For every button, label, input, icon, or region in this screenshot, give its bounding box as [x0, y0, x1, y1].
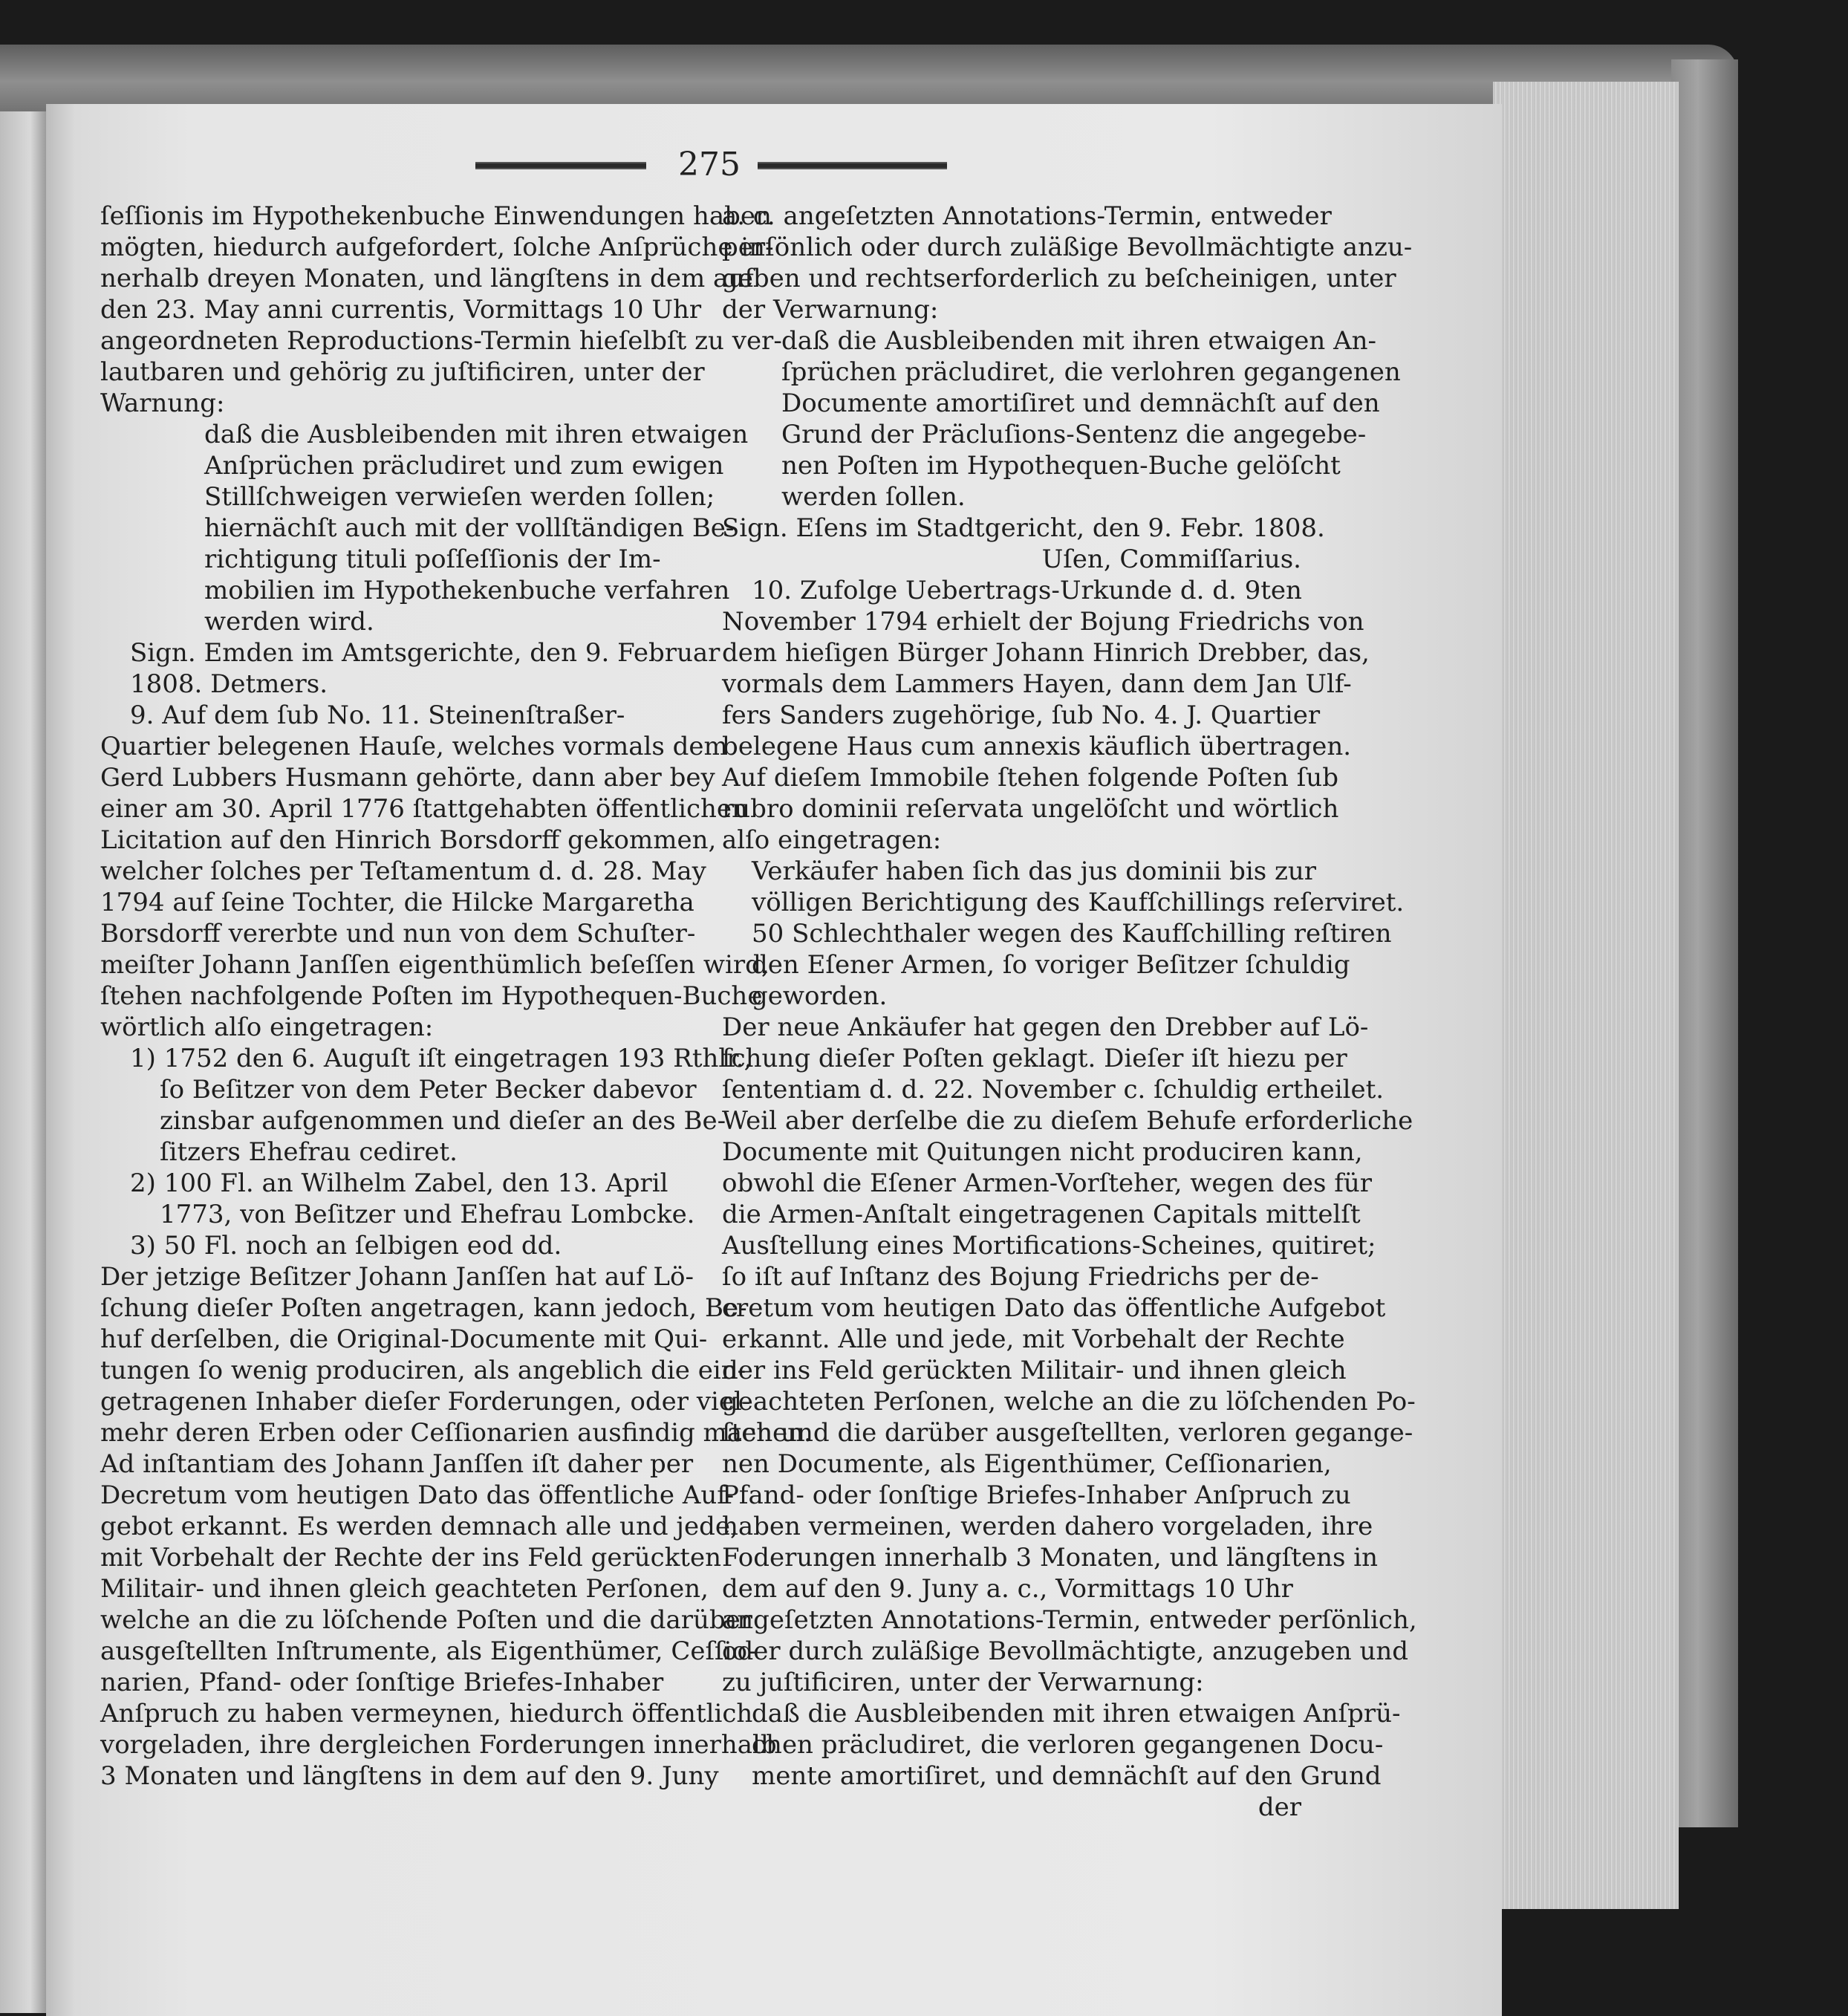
text-line: wörtlich alſo eingetragen: — [100, 1012, 434, 1042]
text-line: 1) 1752 den 6. Auguſt iſt eingetragen 193 Rthlr., — [130, 1044, 752, 1073]
text-line: chen präcludiret, die verloren gegangenen Docu- — [752, 1730, 1384, 1760]
text-line: angeordneten Reproductions-Termin hieſelbſt zu ver- — [100, 326, 782, 356]
text-line: ſententiam d. d. 22. November c. ſchuldig ertheilet. — [722, 1075, 1385, 1105]
text-line: mente amortiſiret, und demnächſt auf den Grund — [752, 1761, 1382, 1791]
left-text-column — [100, 201, 812, 1792]
text-line: Anſpruch zu haben vermeynen, hiedurch öffentlich — [100, 1699, 753, 1729]
text-line: werden ſollen. — [781, 482, 966, 512]
text-line: nerhalb dreyen Monaten, und längſtens in dem auf — [100, 264, 754, 293]
text-line: Sign. Eſens im Stadtgericht, den 9. Febr. 1808. — [722, 513, 1325, 543]
text-line: meiſter Johann Janſſen eigenthümlich beſeſſen wird, — [100, 950, 770, 980]
text-line: dem auf den 9. Juny a. c., Vormittags 10 Uhr — [722, 1574, 1293, 1604]
text-line: alſo eingetragen: — [722, 825, 942, 855]
text-line: ſtehen nachfolgende Poſten im Hypothequen-Buche — [100, 981, 763, 1011]
text-line: perſönlich oder durch zuläßige Bevollmächtigte anzu- — [722, 233, 1413, 262]
text-line: 1808. Detmers. — [130, 669, 328, 699]
text-line: den Eſener Armen, ſo voriger Beſitzer ſchuldig — [752, 950, 1350, 980]
text-line: fers Sanders zugehörige, ſub No. 4. J. Quartier — [722, 700, 1321, 730]
text-line: tungen ſo wenig produciren, als angeblich die ein- — [100, 1356, 746, 1385]
text-line: ausgeſtellten Inſtrumente, als Eigenthümer, Ceſſio- — [100, 1636, 756, 1666]
text-line: oder durch zuläßige Bevollmächtigte, anzugeben und — [722, 1636, 1409, 1666]
text-line: getragenen Inhaber dieſer Forderungen, oder viel- — [100, 1387, 751, 1417]
text-line: mögten, hiedurch aufgefordert, ſolche Anſprüche in- — [100, 233, 774, 262]
text-line: geworden. — [752, 981, 888, 1011]
facing-page-edge — [0, 111, 51, 2013]
text-line: angeſetzten Annotations-Termin, entweder perſönlich, — [722, 1605, 1417, 1635]
text-line: rubro dominii reſervata ungelöſcht und wörtlich — [722, 794, 1339, 824]
text-line: Documente mit Quitungen nicht produciren kann, — [722, 1137, 1363, 1167]
text-line: welche an die zu löſchende Poſten und die darüber — [100, 1605, 753, 1635]
text-line: werden wird. — [204, 607, 374, 637]
text-line: 3 Monaten und längſtens in dem auf den 9. Juny — [100, 1761, 719, 1791]
text-line: ſchung dieſer Poſten geklagt. Dieſer iſt hiezu per — [722, 1044, 1347, 1073]
text-line: Borsdorff vererbte und nun von dem Schuſter- — [100, 919, 696, 949]
text-line: Stillſchweigen verwieſen werden ſollen; — [204, 482, 715, 512]
text-line: daß die Ausbleibenden mit ihren etwaigen Anſprü- — [752, 1699, 1401, 1729]
text-line: daß die Ausbleibenden mit ihren etwaigen — [204, 420, 749, 449]
text-line: Warnung: — [100, 388, 225, 418]
text-line: der ins Feld gerückten Militair- und ihnen gleich — [722, 1356, 1347, 1385]
text-line: Sign. Emden im Amtsgerichte, den 9. Februar — [130, 638, 720, 668]
text-line: 3) 50 Fl. noch an ſelbigen eod dd. — [130, 1231, 562, 1261]
text-line: welcher ſolches per Teſtamentum d. d. 28. May — [100, 856, 706, 886]
page-header — [475, 146, 951, 190]
text-line: Ad inſtantiam des Johann Janſſen iſt daher per — [100, 1449, 694, 1479]
text-line: 1773, von Beſitzer und Ehefrau Lombcke. — [160, 1200, 695, 1229]
text-line: Militair- und ihnen gleich geachteten Perſonen, — [100, 1574, 709, 1604]
page-block-edge — [1493, 82, 1679, 1909]
page-number: 275 — [678, 146, 741, 183]
text-line: nen Documente, als Eigenthümer, Ceſſionarien, — [722, 1449, 1332, 1479]
text-line: ſo iſt auf Inſtanz des Bojung Friedrichs per de- — [722, 1262, 1319, 1292]
text-line: huf derſelben, die Original-Documente mit Qui- — [100, 1324, 708, 1354]
text-line: Gerd Lubbers Husmann gehörte, dann aber bey — [100, 763, 715, 793]
header-rule-right — [758, 162, 947, 169]
text-line: einer am 30. April 1776 ſtattgehabten öffentlichen — [100, 794, 748, 824]
text-line: daß die Ausbleibenden mit ihren etwaigen An- — [781, 326, 1377, 356]
text-line: lautbaren und gehörig zu juſtificiren, unter der — [100, 357, 705, 387]
text-line: 2) 100 Fl. an Wilhelm Zabel, den 13. April — [130, 1168, 668, 1198]
text-line: der Verwarnung: — [722, 295, 939, 325]
text-line: Auf dieſem Immobile ſtehen folgende Poſten ſub — [722, 763, 1338, 793]
text-line: Weil aber derſelbe die zu dieſem Behufe erforderliche — [722, 1106, 1413, 1136]
text-line: vorgeladen, ihre dergleichen Forderungen innerhalb — [100, 1730, 777, 1760]
text-line: vormals dem Lammers Hayen, dann dem Jan Ulf- — [722, 669, 1352, 699]
text-line: hiernächſt auch mit der vollſtändigen Be- — [204, 513, 735, 543]
text-line: Quartier belegenen Hauſe, welches vormals dem — [100, 732, 728, 761]
text-line: Der jetzige Beſitzer Johann Janſſen hat auf Lö- — [100, 1262, 694, 1292]
text-line: haben vermeinen, werden dahero vorgeladen, ihre — [722, 1512, 1373, 1541]
book-cover-right — [1671, 59, 1738, 1827]
text-line: Decretum vom heutigen Dato das öffentliche Auf- — [100, 1480, 735, 1510]
text-line: Verkäufer haben ſich das jus dominii bis zur — [752, 856, 1317, 886]
text-line: ſchung dieſer Poſten angetragen, kann jedoch, Be- — [100, 1293, 747, 1323]
text-line: 1794 auf ſeine Tochter, die Hilcke Margaretha — [100, 888, 694, 917]
text-line: erkannt. Alle und jede, mit Vorbehalt der Rechte — [722, 1324, 1345, 1354]
text-line: ſprüchen präcludiret, die verlohren gegangenen — [781, 357, 1401, 387]
text-line: dem hieſigen Bürger Johann Hinrich Drebber, das, — [722, 638, 1370, 668]
text-line: Foderungen innerhalb 3 Monaten, und längſtens in — [722, 1543, 1379, 1573]
text-line: Uſen, Commiſſarius. — [1041, 544, 1301, 574]
text-line: ſitzers Ehefrau cediret. — [160, 1137, 458, 1167]
text-line: den 23. May anni currentis, Vormittags 10 Uhr — [100, 295, 702, 325]
text-line: belegene Haus cum annexis käuflich übertragen. — [722, 732, 1352, 761]
text-line: Anſprüchen präcludiret und zum ewigen — [204, 451, 724, 481]
right-text-column — [722, 201, 1417, 1823]
text-line: zinsbar aufgenommen und dieſer an des Be- — [160, 1106, 726, 1136]
text-line: richtigung tituli poſſeſſionis der Im- — [204, 544, 661, 574]
text-line: obwohl die Eſener Armen-Vorſteher, wegen des für — [722, 1168, 1373, 1198]
text-line: geben und rechtserforderlich zu beſcheinigen, unter — [722, 264, 1396, 293]
text-line: Pfand- oder ſonſtige Briefes-Inhaber Anſpruch zu — [722, 1480, 1351, 1510]
text-line: völligen Berichtigung des Kaufſchillings reſerviret. — [752, 888, 1405, 917]
header-rule-left — [475, 162, 646, 169]
text-line: gebot erkannt. Es werden demnach alle und jede, — [100, 1512, 738, 1541]
text-line: mit Vorbehalt der Rechte der ins Feld gerückten — [100, 1543, 721, 1573]
text-line: 50 Schlechthaler wegen des Kaufſchilling reſtiren — [752, 919, 1392, 949]
text-line: zu juſtificiren, unter der Verwarnung: — [722, 1668, 1204, 1697]
text-line: a. c. angeſetzten Annotations-Termin, entweder — [722, 201, 1332, 231]
text-line: mehr deren Erben oder Ceſſionarien ausfindig machen. — [100, 1418, 812, 1448]
text-line: narien, Pfand- oder ſonſtige Briefes-Inhaber — [100, 1668, 664, 1697]
text-line: ſo Beſitzer von dem Peter Becker dabevor — [160, 1075, 697, 1105]
text-line: Grund der Präcluſions-Sentenz die angegebe- — [781, 420, 1367, 449]
text-line: 9. Auf dem ſub No. 11. Steinenſtraßer- — [130, 700, 625, 730]
text-line: ſeſſionis im Hypothekenbuche Einwendungen haben — [100, 201, 772, 231]
text-line: cretum vom heutigen Dato das öffentliche Aufgebot — [722, 1293, 1386, 1323]
text-line: Licitation auf den Hinrich Borsdorff gekommen, — [100, 825, 717, 855]
text-line: der — [1258, 1792, 1301, 1822]
text-line: Ausſtellung eines Mortifications-Scheines, quitiret; — [722, 1231, 1376, 1261]
text-line: ſten und die darüber ausgeſtellten, verloren gegange- — [722, 1418, 1413, 1448]
text-line: nen Poſten im Hypothequen-Buche gelöſcht — [781, 451, 1341, 481]
text-line: Der neue Ankäufer hat gegen den Drebber auf Lö- — [722, 1012, 1369, 1042]
text-line: geachteten Perſonen, welche an die zu löſchenden Po- — [722, 1387, 1416, 1417]
text-line: 10. Zufolge Uebertrags-Urkunde d. d. 9ten — [752, 576, 1302, 605]
text-line: Documente amortiſiret und demnächſt auf den — [781, 388, 1380, 418]
text-line: die Armen-Anſtalt eingetragenen Capitals mittelſt — [722, 1200, 1361, 1229]
text-line: mobilien im Hypothekenbuche verfahren — [204, 576, 730, 605]
text-line: November 1794 erhielt der Bojung Friedrichs von — [722, 607, 1364, 637]
